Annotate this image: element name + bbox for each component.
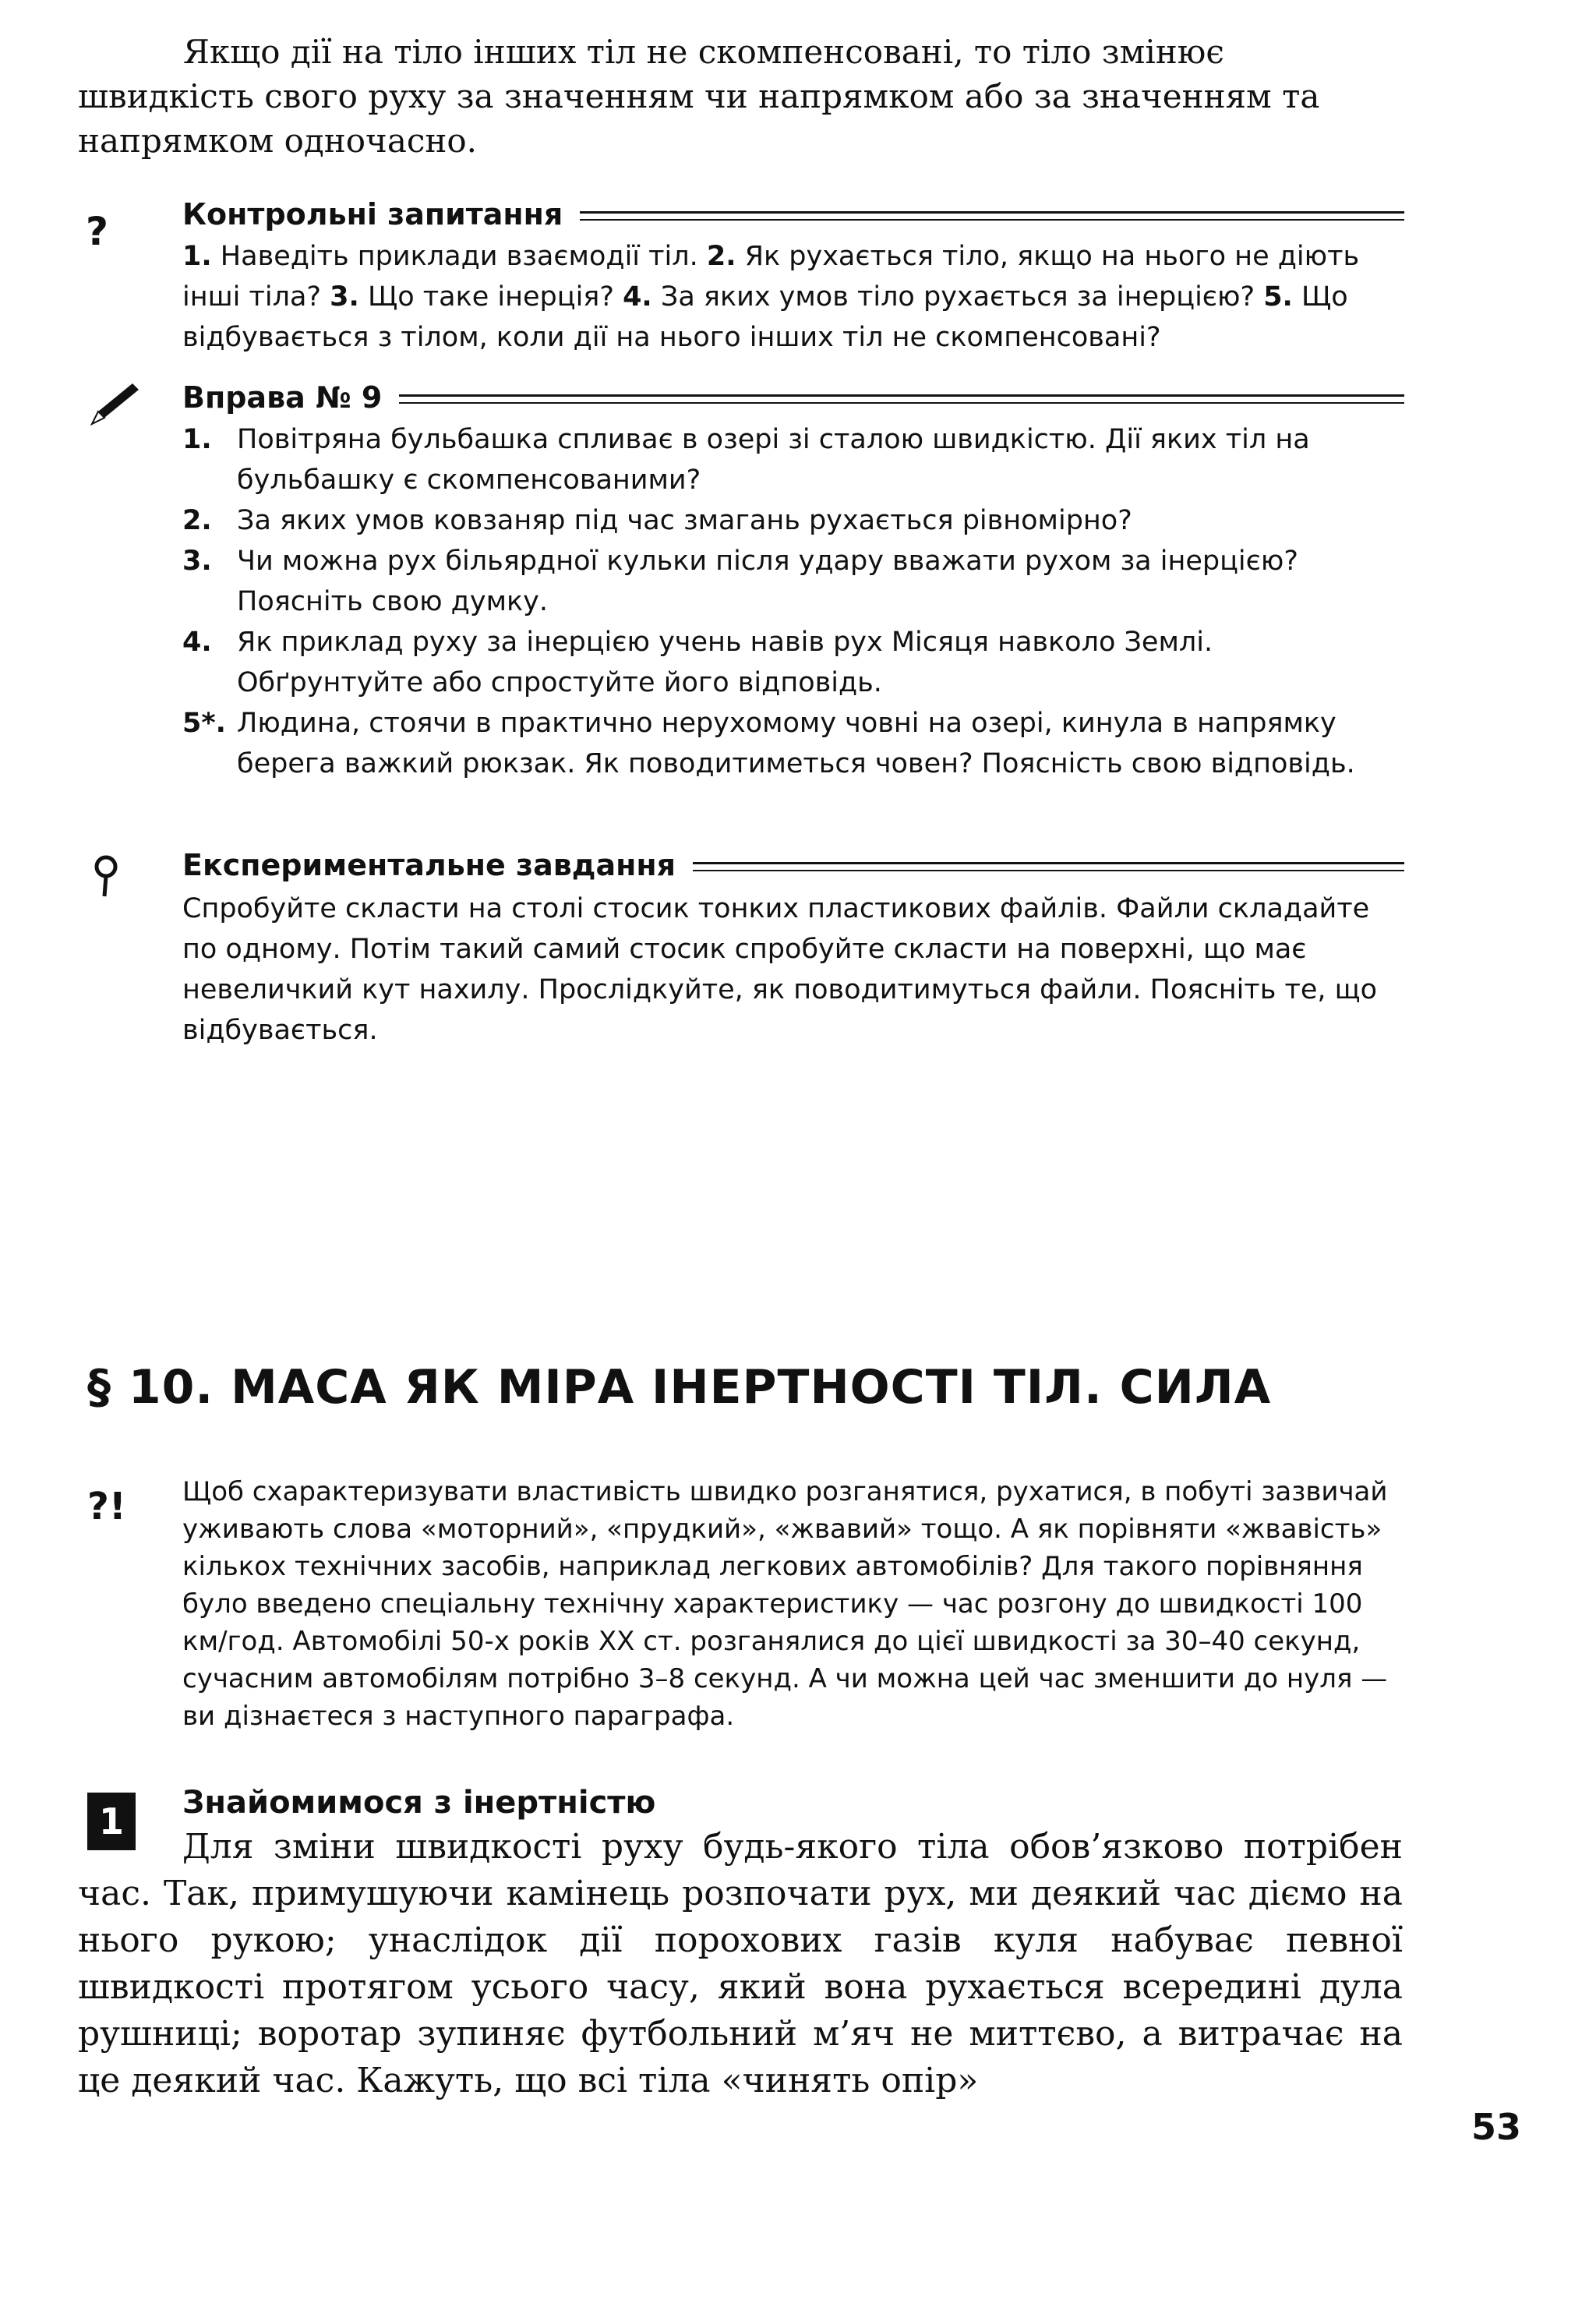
- subsection-body-text: Для зміни швидкості руху будь-якого тіла обов’язково потрібен час. Так, примушуючи камінець розпочати рух, ми деякий час діємо на нього рукою; унаслідок дії порохових газів куля набуває певної швидкості протягом усього часу, який вона рухається всередині дула рушниці; воротар зупиняє футбольний м’яч не миттєво, а витрачає на це деякий час. Кажуть, що всі тіла «чинять опір»: [78, 1827, 1403, 2100]
- experiment-title: Експериментальне завдання: [182, 848, 676, 882]
- page-number: 53: [1471, 2106, 1522, 2148]
- section-intro-text: Щоб схарактеризувати властивість швидко розганятися, рухатися, в побуті зазвичай уживають слова «моторний», «прудкий», «жвавий» тощо. А як порівняти «жвавість» кількох технічних засобів, наприклад легкових автомобілів? Для такого порівняння було введено спеціальну технічну характеристику — час розгону до швидкості 100 км/год. Автомобілі 50-х років XX ст. розганялися до цієї швидкості за 30–40 секунд, сучасним автомобілям потрібно 3–8 секунд. А чи можна цей час зменшити до нуля — ви дізнаєтеся з наступного параграфа.: [182, 1476, 1388, 1732]
- question-exclamation-icon: ?!: [87, 1485, 126, 1528]
- section-heading: § 10. МАСА ЯК МІРА ІНЕРТНОСТІ ТІЛ. СИЛА: [87, 1360, 1272, 1415]
- experiment-header: [182, 848, 1404, 882]
- header-rule: [399, 394, 1404, 404]
- question-mark-icon: ?: [86, 209, 109, 254]
- subsection-title: Знайомимося з інертністю: [182, 1785, 656, 1821]
- pencil-icon: [87, 380, 142, 431]
- control-questions-title: Контрольні запитання: [182, 197, 563, 231]
- control-questions-header: [182, 197, 1404, 231]
- intro-text: Якщо дії на тіло інших тіл не скомпенсовані, то тіло змінює швидкість свого руху за значенням чи напрямком або за значенням та напрямком одночасно.: [78, 33, 1320, 160]
- list-item: 5*. Людина, стоячи в практично нерухомому човні на озері, кинула в напрямку берега важкий рюкзак. Як поводитиметься човен? Поясність свою відповідь.: [182, 708, 1355, 779]
- header-rule: [693, 862, 1404, 871]
- lightbulb-icon: [90, 854, 122, 902]
- experiment-text-block: [182, 888, 1404, 1051]
- exercise-list: [182, 419, 1404, 784]
- header-rule: [580, 211, 1404, 221]
- subsection-body: [78, 1824, 1403, 2104]
- list-item: 3. Чи можна рух більярдної кульки після удару вважати рухом за інерцією? Поясніть свою думку.: [182, 546, 1298, 617]
- exercise-header: [182, 380, 1404, 415]
- exercise-title: Вправа № 9: [182, 380, 383, 415]
- list-item: 1. Повітряна бульбашка спливає в озері зі сталою швидкістю. Дії яких тіл на бульбашку є скомпенсованими?: [182, 424, 1310, 496]
- control-questions-text: 1. Наведіть приклади взаємодії тіл. 2. Як рухається тіло, якщо на нього не діють інші тіла? 3. Що таке інерція? 4. За яких умов тіло рухається за інерцією? 5. Що відбувається з тілом, коли дії на нього інших тіл не скомпенсовані?: [182, 241, 1360, 353]
- control-questions-list: [182, 236, 1404, 358]
- list-item: 4. Як приклад руху за інерцією учень навів рух Місяця навколо Землі. Обґрунтуйте або спростуйте його відповідь.: [182, 627, 1213, 698]
- experiment-text: Спробуйте скласти на столі стосик тонких пластикових файлів. Файли складайте по одному. Потім такий самий стосик спробуйте скласти на поверхні, що має невеличкий кут нахилу. Прослідкуйте, як поводитимуться файли. Поясніть те, що відбувається.: [182, 893, 1377, 1046]
- list-item: 2. За яких умов ковзаняр під час змагань рухається рівномірно?: [182, 505, 1132, 536]
- subsection-number-badge: 1: [87, 1793, 136, 1850]
- section-intro: [182, 1473, 1404, 1735]
- intro-paragraph: [78, 30, 1403, 163]
